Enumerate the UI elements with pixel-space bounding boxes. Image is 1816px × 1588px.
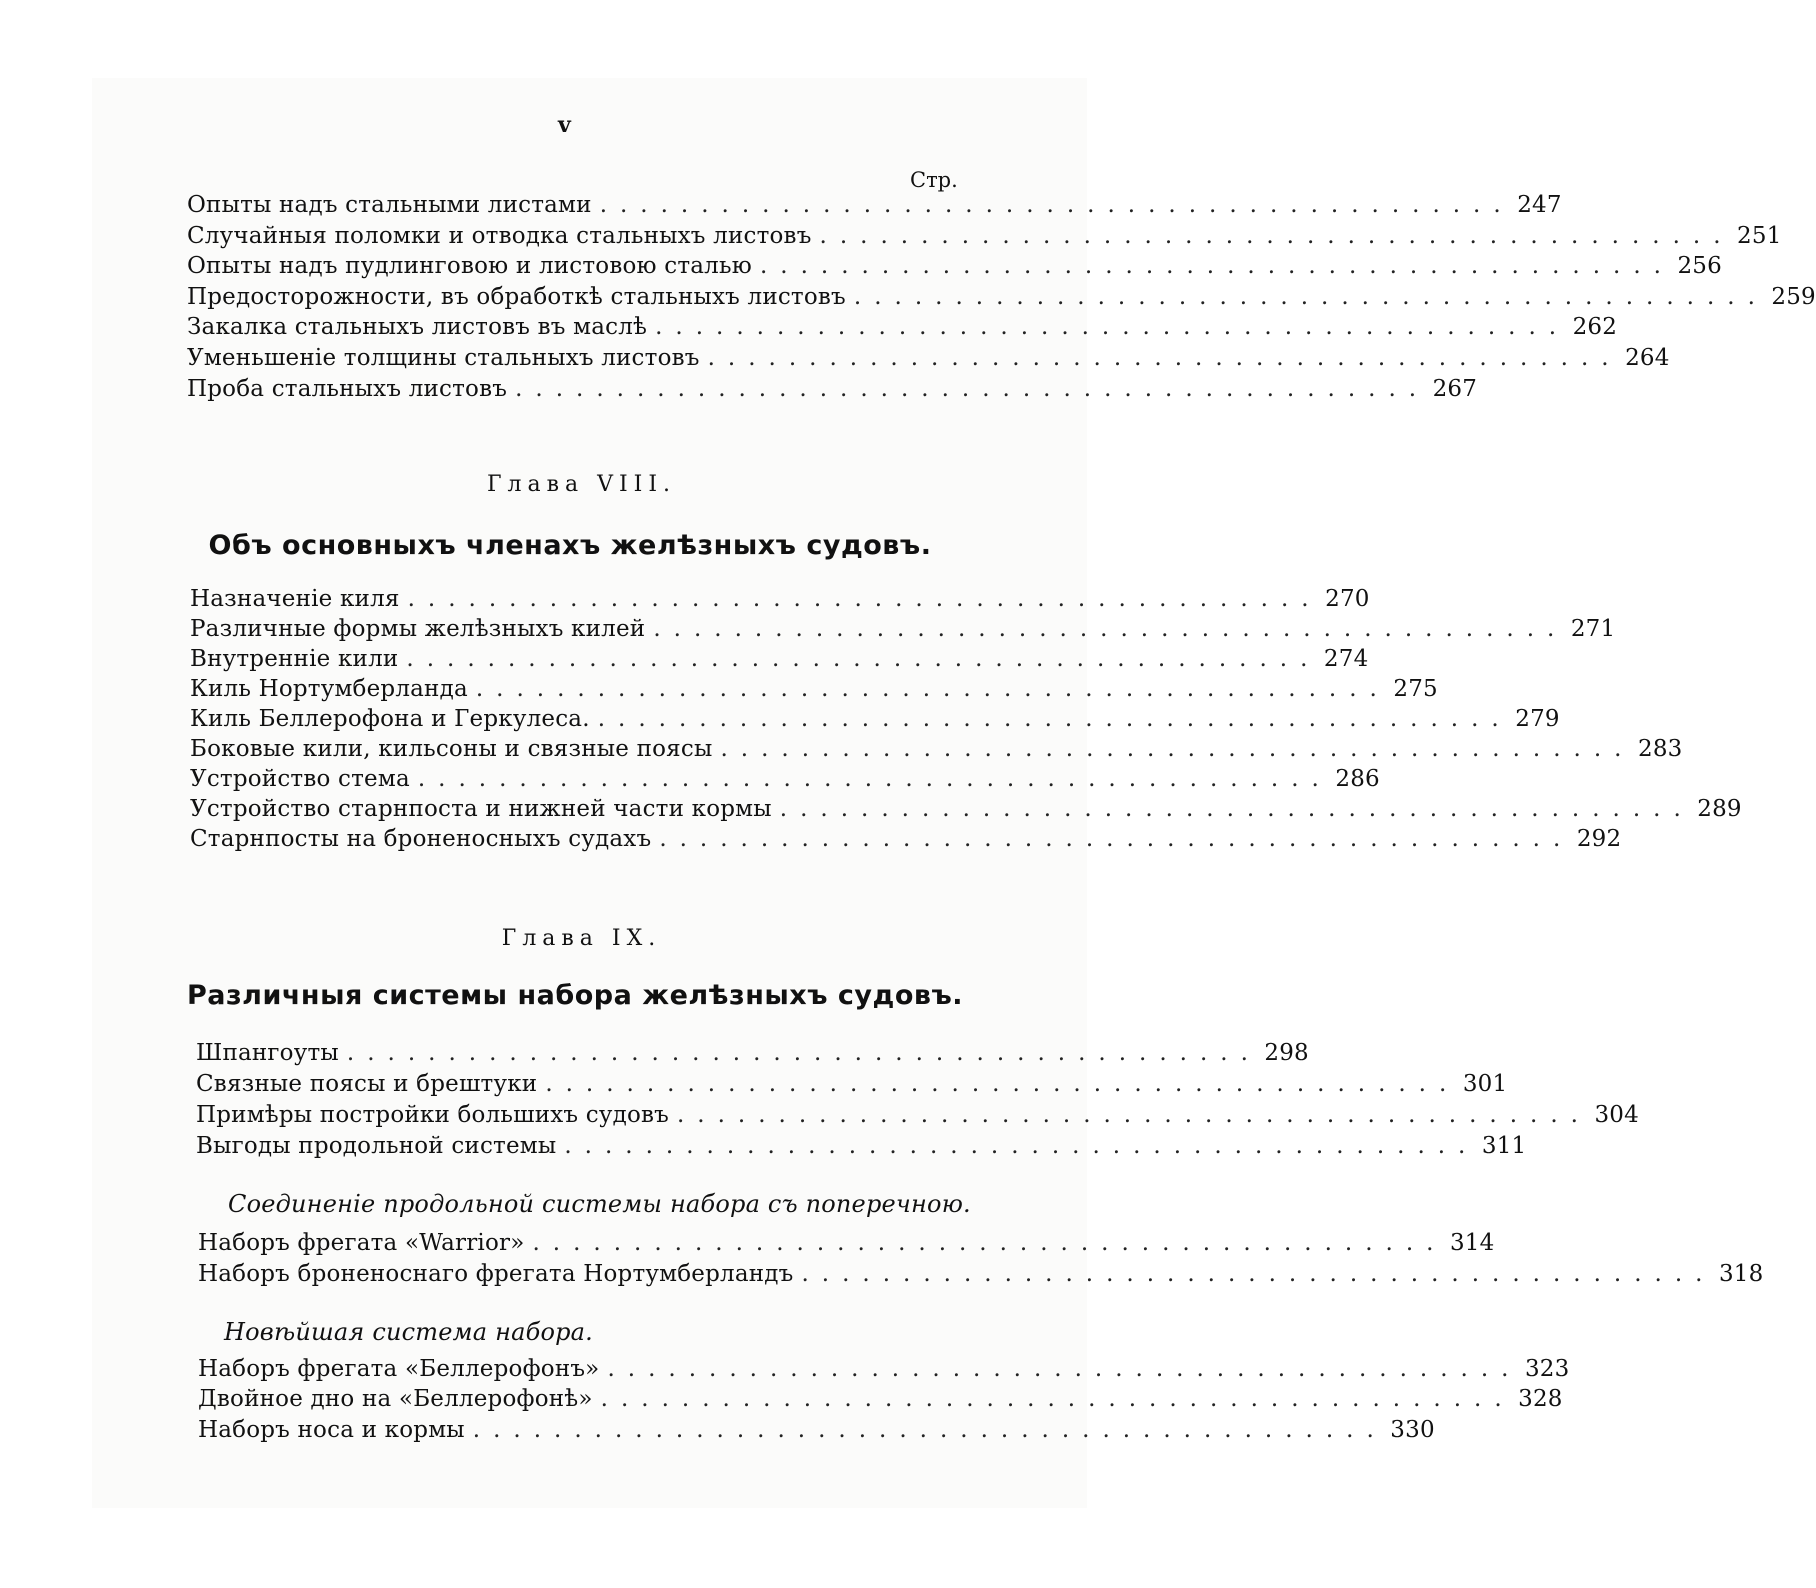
toc-entry-label: Уменьшеніе толщины стальныхъ листовъ [187,345,700,371]
toc-entry [196,1102,1639,1132]
toc-entry-page: 264 [1625,345,1670,371]
leader-dots: ............................................. [759,253,1674,279]
toc-entry-label: Примѣры постройки большихъ судовъ [196,1102,669,1128]
toc-entry-page: 311 [1481,1133,1527,1159]
toc-entry-page: 259 [1771,284,1816,310]
toc-entry [187,284,1816,314]
toc-entry [187,376,1478,406]
toc-entry [198,1261,1764,1291]
toc-entry-page: 304 [1594,1102,1639,1128]
leader-dots: ............................................. [407,586,1322,612]
leader-dots: ............................................. [707,345,1622,371]
toc-entry-page: 251 [1737,223,1782,249]
toc-entry-page: 283 [1637,736,1683,762]
toc-entry [198,1230,1495,1260]
subsection-title: Соединеніе продольной системы набора съ поперечною. [228,1190,971,1218]
chapter-title: Различныя системы набора желѣзныхъ судовъ. [186,980,963,1011]
toc-entry [198,1386,1563,1416]
leader-dots: ............................................. [653,616,1568,642]
subsection-title: Новѣйшая система набора. [224,1318,593,1346]
toc-entry [190,736,1683,766]
toc-entry-page: 279 [1515,706,1560,732]
toc-entry-page: 289 [1697,796,1742,822]
leader-dots: ............................................. [515,376,1430,402]
chapter-heading: Глава VIII. [486,472,677,497]
toc-entry [190,826,1622,856]
leader-dots: ............................................. [779,796,1694,822]
toc-entry-label: Закалка стальныхъ листовъ въ маслѣ [187,314,648,340]
leader-dots: ............................................. [853,284,1768,310]
leader-dots: ............................................. [720,736,1635,762]
leader-dots: ............................................. [655,314,1570,340]
leader-dots: ............................................. [819,223,1734,249]
toc-entry-label: Киль Беллерофона и Геркулеса. [190,706,590,732]
toc-entry-label: Связные поясы и брештуки [196,1071,538,1097]
toc-entry [198,1417,1435,1447]
toc-entry-label: Внутренніе кили [190,646,399,672]
toc-entry [190,676,1438,706]
toc-entry-label: Наборъ фрегата «Беллерофонъ» [198,1356,600,1382]
leader-dots: ............................................. [597,706,1512,732]
toc-entry [190,766,1380,796]
toc-entry-label: Боковые кили, кильсоны и связные поясы [190,736,713,762]
toc-entry [187,253,1722,283]
toc-entry [190,796,1742,826]
toc-entry-label: Выгоды продольной системы [196,1133,557,1159]
toc-entry [187,192,1562,222]
toc-entry [187,345,1670,375]
leader-dots: ............................................. [472,1417,1387,1443]
toc-entry-page: 314 [1449,1230,1495,1256]
leader-dots: ............................................. [406,646,1321,672]
toc-entry-label: Проба стальныхъ листовъ [187,376,508,402]
toc-entry-page: 262 [1572,314,1618,340]
toc-entry-page: 256 [1677,253,1722,279]
leader-dots: ............................................. [607,1356,1522,1382]
leader-dots: ............................................. [564,1133,1479,1159]
leader-dots: ............................................. [659,826,1574,852]
toc-entry [187,223,1782,253]
toc-entry-label: Наборъ фрегата «Warrior» [198,1230,525,1256]
toc-entry-label: Устройство старнпоста и нижней части кормы [190,796,772,822]
leader-dots: ............................................. [600,1386,1515,1412]
leader-dots: ............................................. [475,676,1390,702]
toc-entry-label: Наборъ носа и кормы [198,1417,465,1443]
toc-entry [198,1356,1570,1386]
page-column-label: Стр. [910,168,958,192]
toc-entry [196,1133,1527,1163]
toc-entry-page: 318 [1718,1261,1764,1287]
leader-dots: ............................................. [676,1102,1591,1128]
toc-entry-label: Случайныя поломки и отводка стальныхъ листовъ [187,223,812,249]
toc-entry-label: Опыты надъ стальными листами [187,192,592,218]
toc-entry-page: 328 [1518,1386,1563,1412]
chapter-heading: Глава IX. [501,926,662,951]
toc-entry [196,1071,1508,1101]
toc-entry [187,314,1618,344]
toc-entry-label: Старнпосты на броненосныхъ судахъ [190,826,652,852]
toc-entry-page: 267 [1432,376,1478,402]
toc-entry-label: Назначеніе киля [190,586,400,612]
leader-dots: ............................................. [532,1230,1447,1256]
leader-dots: ............................................. [417,766,1332,792]
toc-entry-label: Устройство стема [190,766,410,792]
toc-entry-page: 323 [1524,1356,1570,1382]
toc-entry-page: 270 [1325,586,1370,612]
toc-entry [190,616,1616,646]
toc-entry-label: Предосторожности, въ обработкѣ стальныхъ листовъ [187,284,846,310]
leader-dots: ............................................. [545,1071,1460,1097]
chapter-title: Объ основныхъ членахъ желѣзныхъ судовъ. [208,530,932,561]
toc-entry-label: Различные формы желѣзныхъ килей [190,616,646,642]
toc-entry-label: Киль Нортумберланда [190,676,468,702]
toc-entry-label: Опыты надъ пудлинговою и листовою сталью [187,253,752,279]
toc-entry-page: 271 [1570,616,1616,642]
toc-entry [190,646,1369,676]
toc-entry-page: 301 [1462,1071,1508,1097]
toc-entry-page: 292 [1576,826,1622,852]
toc-entry-label: Двойное дно на «Беллерофонѣ» [198,1386,593,1412]
toc-entry [190,586,1370,616]
toc-entry-page: 274 [1323,646,1369,672]
leader-dots: ............................................. [346,1040,1261,1066]
toc-entry-page: 275 [1393,676,1438,702]
toc-entry [196,1040,1309,1070]
toc-entry-label: Шпангоуты [196,1040,339,1066]
leader-dots: ............................................. [801,1261,1716,1287]
toc-entry-page: 330 [1390,1417,1435,1443]
toc-entry-page: 286 [1335,766,1380,792]
leader-dots: ............................................. [599,192,1514,218]
toc-entry-page: 298 [1264,1040,1309,1066]
page-folio: v [558,112,571,138]
toc-entry-label: Наборъ броненоснаго фрегата Нортумберландъ [198,1261,794,1287]
toc-entry [190,706,1560,736]
toc-entry-page: 247 [1517,192,1562,218]
